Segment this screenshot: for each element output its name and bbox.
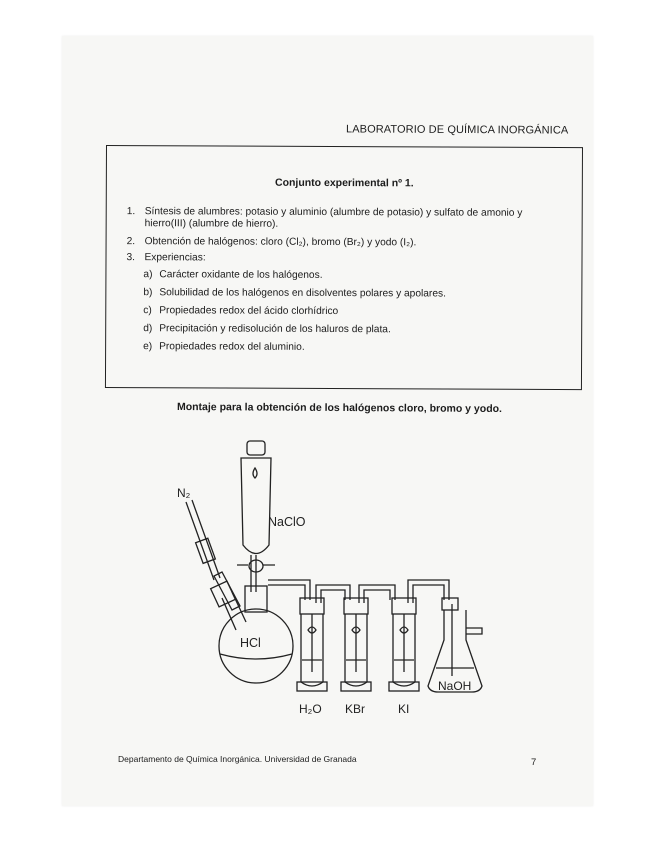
sub-item-text: Carácter oxidante de los halógenos.	[159, 269, 323, 281]
label-naoh: NaOH	[438, 679, 472, 693]
sub-item-text: Precipitación y redisolución de los haluros de plata.	[159, 323, 391, 336]
box-title: Conjunto experimental nº 1.	[274, 176, 414, 190]
sub-item-text: Propiedades redox del aluminio.	[159, 341, 305, 353]
sub-item-letter: b)	[143, 287, 153, 299]
sub-item-letter: a)	[143, 269, 153, 281]
label-n2: N₂	[177, 486, 191, 500]
sub-item-letter: c)	[143, 305, 152, 317]
wash-bottle-h2o	[297, 598, 327, 691]
wash-bottle-kbr	[341, 598, 371, 691]
label-hcl: HCl	[240, 636, 261, 650]
label-ki: KI	[398, 702, 410, 716]
page-number: 7	[531, 757, 537, 768]
sub-item-text: Propiedades redox del ácido clorhídrico	[159, 305, 339, 318]
item-text: Obtención de halógenos: cloro (Cl₂), bromo (Br₂) y yodo (I₂).	[144, 236, 417, 249]
gas-tubes	[268, 580, 449, 603]
item-number: 2.	[126, 236, 136, 248]
page-footer: Departamento de Química Inorgánica. Universidad de Granada	[118, 754, 357, 764]
sub-item-letter: d)	[143, 323, 153, 335]
figure-caption: Montaje para la obtención de los halógenos cloro, bromo y yodo.	[176, 401, 503, 415]
label-naclo: NaClO	[268, 515, 306, 529]
item-text: Experiencias:	[144, 252, 206, 264]
sub-item-letter: e)	[143, 341, 153, 353]
wash-bottle-ki	[389, 598, 419, 691]
erlenmeyer-flask	[428, 598, 482, 692]
item-text: Síntesis de alumbres: potasio y aluminio (alumbre de potasio) y sulfato de amonio y hierro(III) (alumbre de hierro).	[144, 206, 523, 230]
round-bottom-flask	[219, 586, 293, 683]
page-header: LABORATORIO DE QUÍMICA INORGÁNICA	[345, 123, 569, 137]
sub-item-text: Solubilidad de los halógenos en disolventes polares y apolares.	[159, 287, 446, 300]
label-kbr: KBr	[345, 702, 366, 716]
item-number: 3.	[126, 252, 136, 264]
item-number: 1.	[126, 206, 136, 218]
label-h2o: H₂O	[299, 702, 322, 716]
